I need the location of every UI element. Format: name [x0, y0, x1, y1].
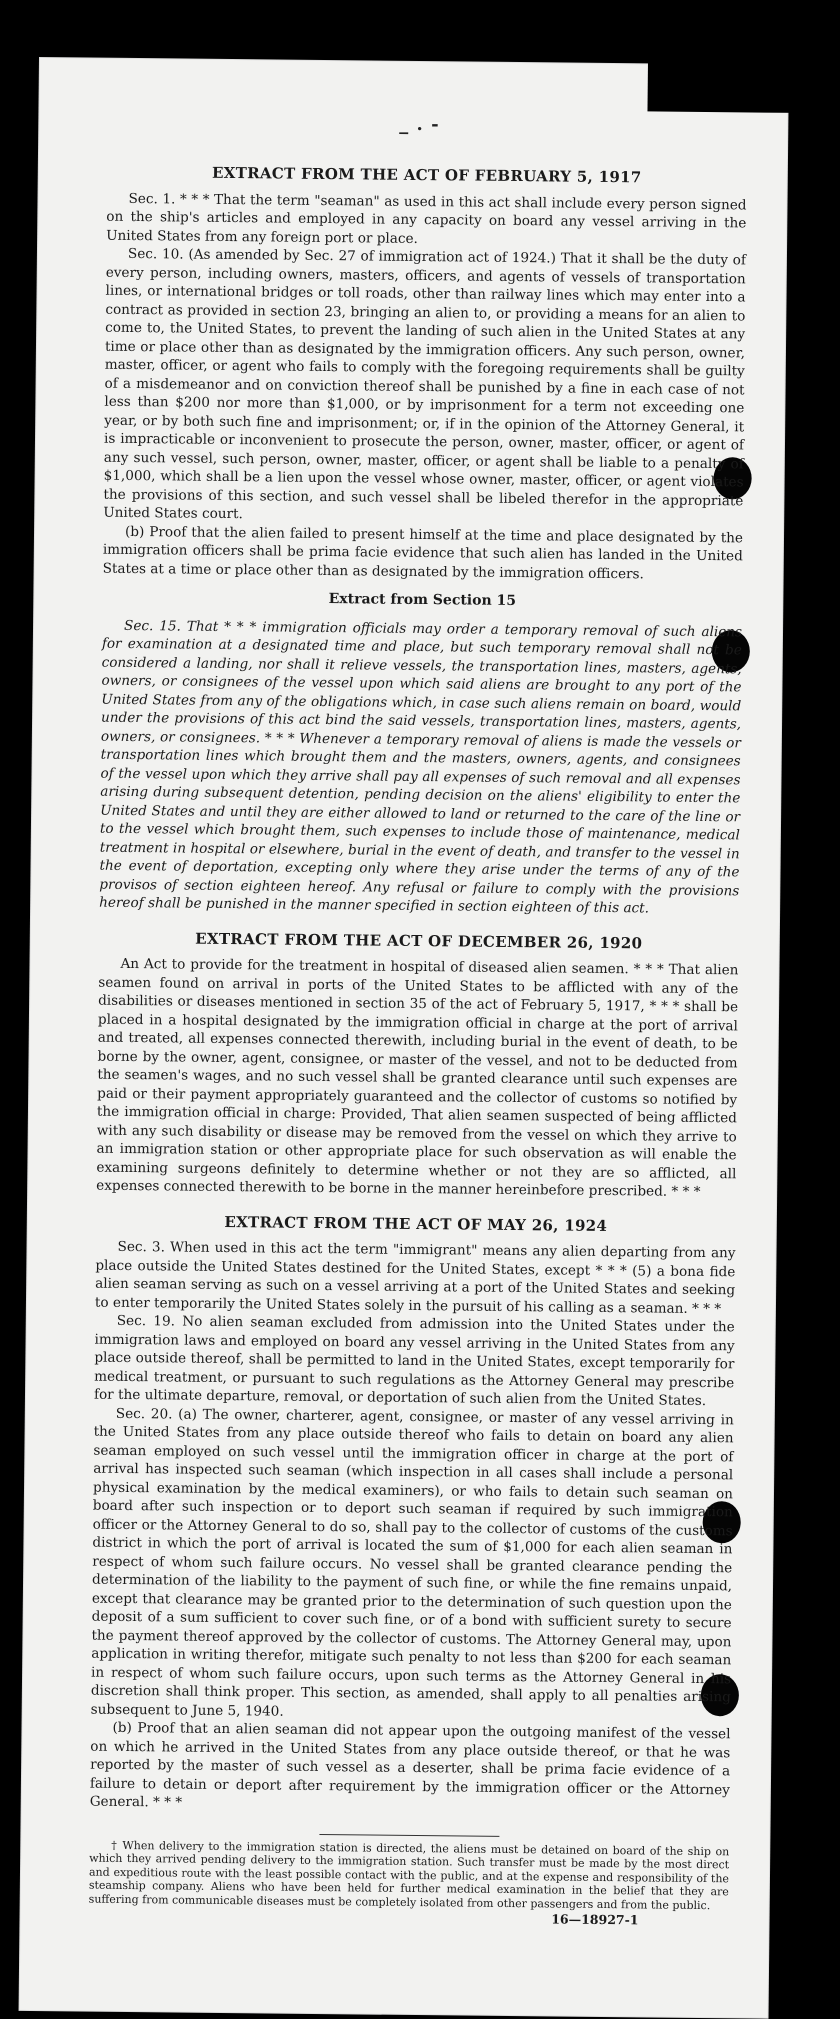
- document-page: [20, 58, 788, 2018]
- paragraph: An Act to provide for the treatment in hospital of diseased alien seamen. * * * That alien seamen found on arrival in ports of the United States to be afflicted with any of the disabilities or diseases mentioned in section 35 of the act of February 5, 1917, * * * shall be placed in a hospital designated by the immigration official in charge at the port of arrival and treated, all expenses connected therewith, including burial in the event of death, to be borne by the owner, agent, consignee, or master of the vessel, and not to be deducted from the seamen's wages, and no such vessel shall be granted clearance until such expenses are paid or their payment appropriately guaranteed and the collector of customs so notified by the immigration official in charge: Provided, That alien seamen suspected of being afflicted with any such disability or disease may be removed from the vessel on which they arrive to an immigration station or other appropriate place for such observation as will enable the examining surgeons definitely to determine whether or not they are so afflicted, all expenses connected therewith to be borne in the manner hereinbefore prescribed. * * *: [96, 955, 739, 1200]
- heading-section-15: Extract from Section 15: [328, 591, 517, 610]
- paragraph: Sec. 3. When used in this act the term "immigrant" means any alien departing from any place outside the United States destined for the United States, except * * * (5) a bona fide alien seaman serving as such on a vessel arriving at a port of the United States and seeking to enter temporarily the United States solely in the pursuit of his calling as a seaman. * * *: [94, 1238, 736, 1317]
- paragraph: Sec. 20. (a) The owner, charterer, agent, consignee, or master of any vessel arriving in the United States from any place outside thereof who fails to detain on board any alien seaman employed on such vessel until the immigration officer in charge at the port of arrival has inspected such seaman (which inspection in all cases shall include a personal physical examination by the medical examiners), or who fails to detain such seaman on board after such inspection or to deport such seaman if required by such immigration officer or the Attorney General to do so, shall pay to the collector of customs of the customs district in which the port of arrival is located the sum of $1,000 for each alien seaman in respect of whom such failure occurs. No vessel shall be granted clearance pending the determination of the liability to the payment of such fine, or while the fine remains unpaid, except that clearance may be granted prior to the determination of such question upon the deposit of a sum sufficient to cover such fine, or of a bond with sufficient surety to secure the payment thereof approved by the collector of customs. The Attorney General may, upon application in writing therefor, mitigate such penalty to not less than $200 for each seaman in respect of whom such failure occurs, upon such terms as the Attorney General in his discretion shall think proper. This section, as amended, shall apply to all penalties arising subsequent to June 5, 1940.: [90, 1405, 734, 1720]
- heading-1924: EXTRACT FROM THE ACT OF MAY 26, 1924: [224, 1212, 608, 1235]
- footnote-divider: [319, 1834, 499, 1837]
- paragraph: Sec. 1. * * * That the term "seaman" as used in this act shall include every person signed on the ship's articles and employed in any capacity on board any vessel arriving in the United States from any foreign port or place.: [106, 190, 747, 247]
- form-number: 16—18927-1: [551, 1911, 639, 1928]
- paragraph: (b) Proof that an alien seaman did not appear upon the outgoing manifest of the vessel on which he arrived in the United States from any place outside thereof, or that he was reported by the master of such vessel as a deserter, shall be prima facie evidence of a failure to detain or deport after requirement by the immigration officer or the Attorney General. * * *: [89, 1719, 731, 1811]
- top-mark: _ . -: [399, 113, 440, 136]
- heading-1920: EXTRACT FROM THE ACT OF DECEMBER 26, 1920: [195, 929, 643, 952]
- document-body: [88, 163, 746, 1931]
- heading-1917: EXTRACT FROM THE ACT OF FEBRUARY 5, 1917: [211, 163, 642, 187]
- scan-corner: [647, 56, 798, 113]
- paragraph: Sec. 19. No alien seaman excluded from admission into the United States under the immigration laws and employed on board any vessel arriving in the United States from any place outside thereof, shall be permitted to land in the United States, except temporarily for medical treatment, or pursuant to such regulations as the Attorney General may prescribe for the ultimate departure, removal, or deportation of such alien from the United States.: [93, 1312, 735, 1410]
- paragraph: Sec. 15. That * * * immigration officials may order a temporary removal of such aliens for examination at a designated time and place, but such temporary removal shall not be considered a landing, nor shall it relieve vessels, the transportation lines, masters, agents, owners, or consignees of the vessel upon which said aliens are brought to any port of the United States from any of the obligations which, in case such aliens remain on board, would under the provisions of this act bind the said vessels, transportation lines, masters, agents, owners, or consignees. * * * Whenever a temporary removal of aliens is made the vessels or transportation lines which brought them and the masters, owners, agents, and consignees of the vessel upon which they arrive shall pay all expenses of such removal and all expenses arising during subsequent detention, pending decision on the aliens' eligibility to enter the United States and until they are either allowed to land or returned to the care of the line or to the vessel which brought them, such expenses to include those of maintenance, medical treatment in hospital or elsewhere, burial in the event of death, and transfer to the vessel in the event of deportation, excepting only where they arise under the terms of any of the provisos of section eighteen hereof. Any refusal or failure to comply with the provisions hereof shall be punished in the manner specified in section eighteen of this act.: [99, 617, 743, 917]
- paragraph: (b) Proof that the alien failed to present himself at the time and place designated by the immigration officers shall be prima facie evidence that such alien has landed in the United States at a time or place other than as designated by the immigration officers.: [102, 523, 744, 582]
- footnote: † When delivery to the immigration station is directed, the aliens must be detained on board of the ship on which they arrived pending delivery to the immigration station. Such transfer must be made by the most direct and expeditious route with the least possible contact with the public, and at the expense and responsibility of the steamship company. Aliens who have been held for further medical examination in the belief that they are suffering from communicable diseases must be completely isolated from other passengers and from the public.: [88, 1838, 730, 1912]
- paragraph: Sec. 10. (As amended by Sec. 27 of immigration act of 1924.) That it shall be the duty of every person, including owners, masters, officers, and agents of vessels of transportation lines, or international bridges or toll roads, other than railway lines which may enter into a contract as provided in section 23, bringing an alien to, or providing a means for an alien to come to, the United States, to prevent the landing of such alien in the United States at any time or place other than as designated by the immigration officers. Any such person, owner, master, officer, or agent who fails to comply with the foregoing requirements shall be guilty of a misdemeanor and on conviction thereof shall be punished by a fine in each case of not less than $200 nor more than $1,000, or by imprisonment for a term not exceeding one year, or by both such fine and imprisonment; or, if in the opinion of the Attorney General, it is impracticable or inconvenient to prosecute the person, owner, master, officer, or agent of any such vessel, such person, owner, master, officer, or agent shall be liable to a penalty of $1,000, which shall be a lien upon the vessel whose owner, master, officer, or agent violates the provisions of this section, and such vessel shall be libeled therefor in the appropriate United States court.: [103, 245, 747, 523]
